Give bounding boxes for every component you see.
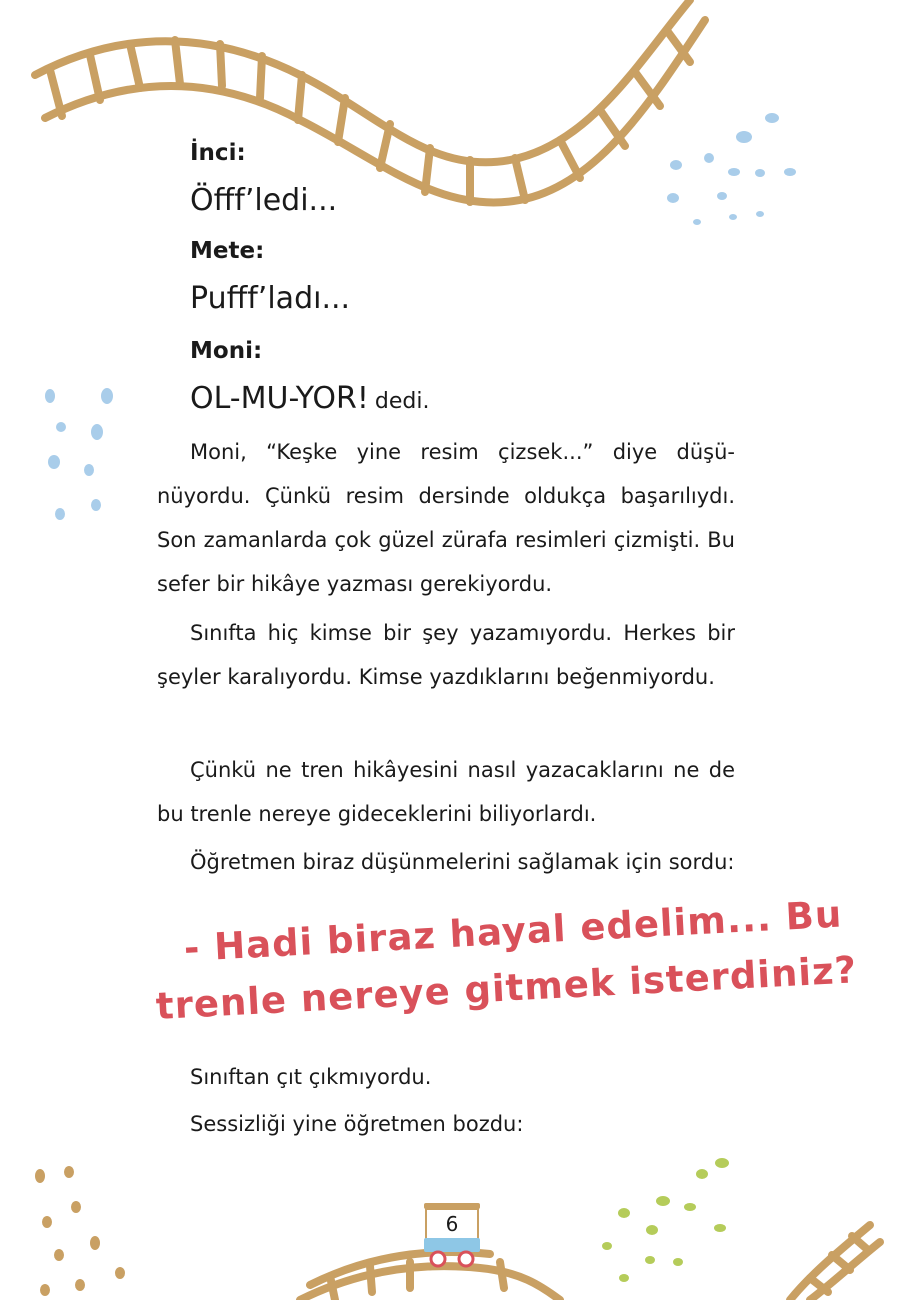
speaker-inci: İnci: <box>190 140 246 166</box>
paragraph: Sınıfta hiç kimse bir şey yazamıyordu. Herkes bir şeyler karalıyordu. Kimse yazdıklarını beğenmiyordu. <box>157 621 735 689</box>
dialogue-line-moni-text: OL-MU-YOR! <box>190 381 369 416</box>
dialogue-line-moni-tail: dedi. <box>374 389 430 414</box>
blue-dots-left <box>45 388 113 520</box>
teacher-question-line2: trenle nereye gitmek isterdiniz? <box>154 948 858 1028</box>
dialogue-line-mete: Pufff’ladı... <box>190 281 351 316</box>
page-number: 6 <box>445 1212 459 1236</box>
railway-track-bottom <box>300 1225 880 1300</box>
paragraph: Sessizliği yine öğretmen bozdu: <box>190 1112 524 1136</box>
speaker-mete: Mete: <box>190 238 265 264</box>
dialogue-line-moni <box>190 381 429 416</box>
paragraph: Moni, “Keşke yine resim çizsek...” diye düşünüyordu. Çünkü resim dersinde oldukça başarılıydı. Son zamanlarda çok güzel zürafa resimleri çizmişti. Bu sefer bir hikâye yazması gerekiyordu. <box>157 440 735 596</box>
blue-dots-top-right <box>667 113 796 225</box>
paragraph: Öğretmen biraz düşünmelerini sağlamak için sordu: <box>190 850 735 874</box>
paragraph: Çünkü ne tren hikâyesini nasıl yazacaklarını ne de bu trenle nereye gideceklerini biliyorlardı. <box>157 758 735 826</box>
teacher-question-line1: - Hadi biraz hayal edelim... Bu <box>182 892 844 970</box>
railway-track-top <box>35 0 705 203</box>
green-dots-bottom-right <box>602 1158 729 1282</box>
brown-dots-bottom-left <box>35 1166 125 1296</box>
paragraph: Sınıftan çıt çıkmıyordu. <box>190 1065 432 1089</box>
speaker-moni: Moni: <box>190 338 263 364</box>
dialogue-line-inci: Öfff’ledi... <box>190 183 338 218</box>
